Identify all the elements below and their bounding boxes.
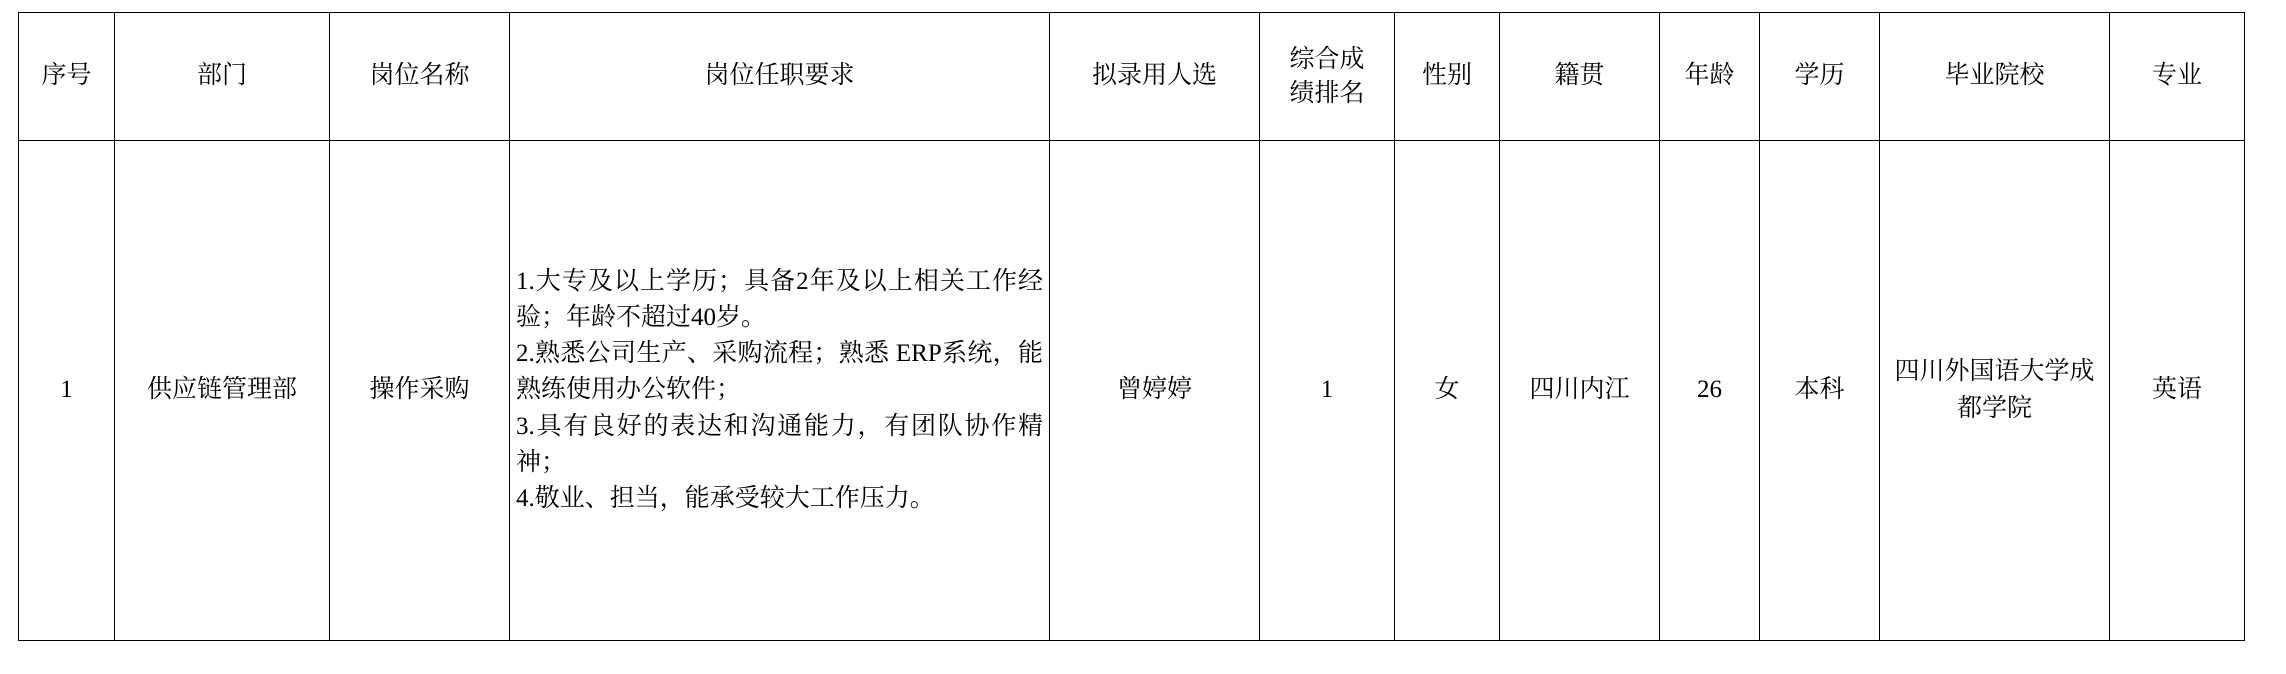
requirement-line-4: 4.敬业、担当，能承受较大工作压力。 [516,485,935,513]
cell-candidate: 曾婷婷 [1050,141,1260,641]
requirement-line-2: 2.熟悉公司生产、采购流程；熟悉 ERP系统，能熟练使用办公软件； [516,340,1043,404]
table-header-row [19,13,2245,141]
requirement-line-3: 3.具有良好的表达和沟通能力，有团队协作精神； [516,412,1043,476]
header-gender: 性别 [1395,13,1500,141]
table-header [19,13,2245,141]
header-school: 毕业院校 [1880,13,2110,141]
cell-native-place: 四川内江 [1500,141,1660,641]
header-age: 年龄 [1660,13,1760,141]
cell-major: 英语 [2110,141,2245,641]
header-native-place: 籍贯 [1500,13,1660,141]
header-overall-rank-line2: 绩排名 [1289,79,1365,107]
table-body [19,141,2245,641]
header-requirements: 岗位任职要求 [510,13,1050,141]
recruitment-table [18,12,2245,641]
cell-education: 本科 [1760,141,1880,641]
cell-seq: 1 [19,141,115,641]
requirement-line-1: 1.大专及以上学历；具备2年及以上相关工作经验；年龄不超过40岁。 [516,267,1043,331]
cell-school: 四川外国语大学成都学院 [1880,141,2110,641]
header-seq: 序号 [19,13,115,141]
header-post: 岗位名称 [330,13,510,141]
header-dept: 部门 [115,13,330,141]
header-education: 学历 [1760,13,1880,141]
header-major: 专业 [2110,13,2245,141]
cell-requirements [510,141,1050,641]
cell-age: 26 [1660,141,1760,641]
cell-overall-rank: 1 [1260,141,1395,641]
header-candidate: 拟录用人选 [1050,13,1260,141]
cell-gender: 女 [1395,141,1500,641]
header-overall-rank [1260,13,1395,141]
document-page [0,12,2286,674]
header-overall-rank-line1: 综合成 [1289,45,1365,73]
table-row [19,141,2245,641]
cell-dept: 供应链管理部 [115,141,330,641]
cell-post: 操作采购 [330,141,510,641]
